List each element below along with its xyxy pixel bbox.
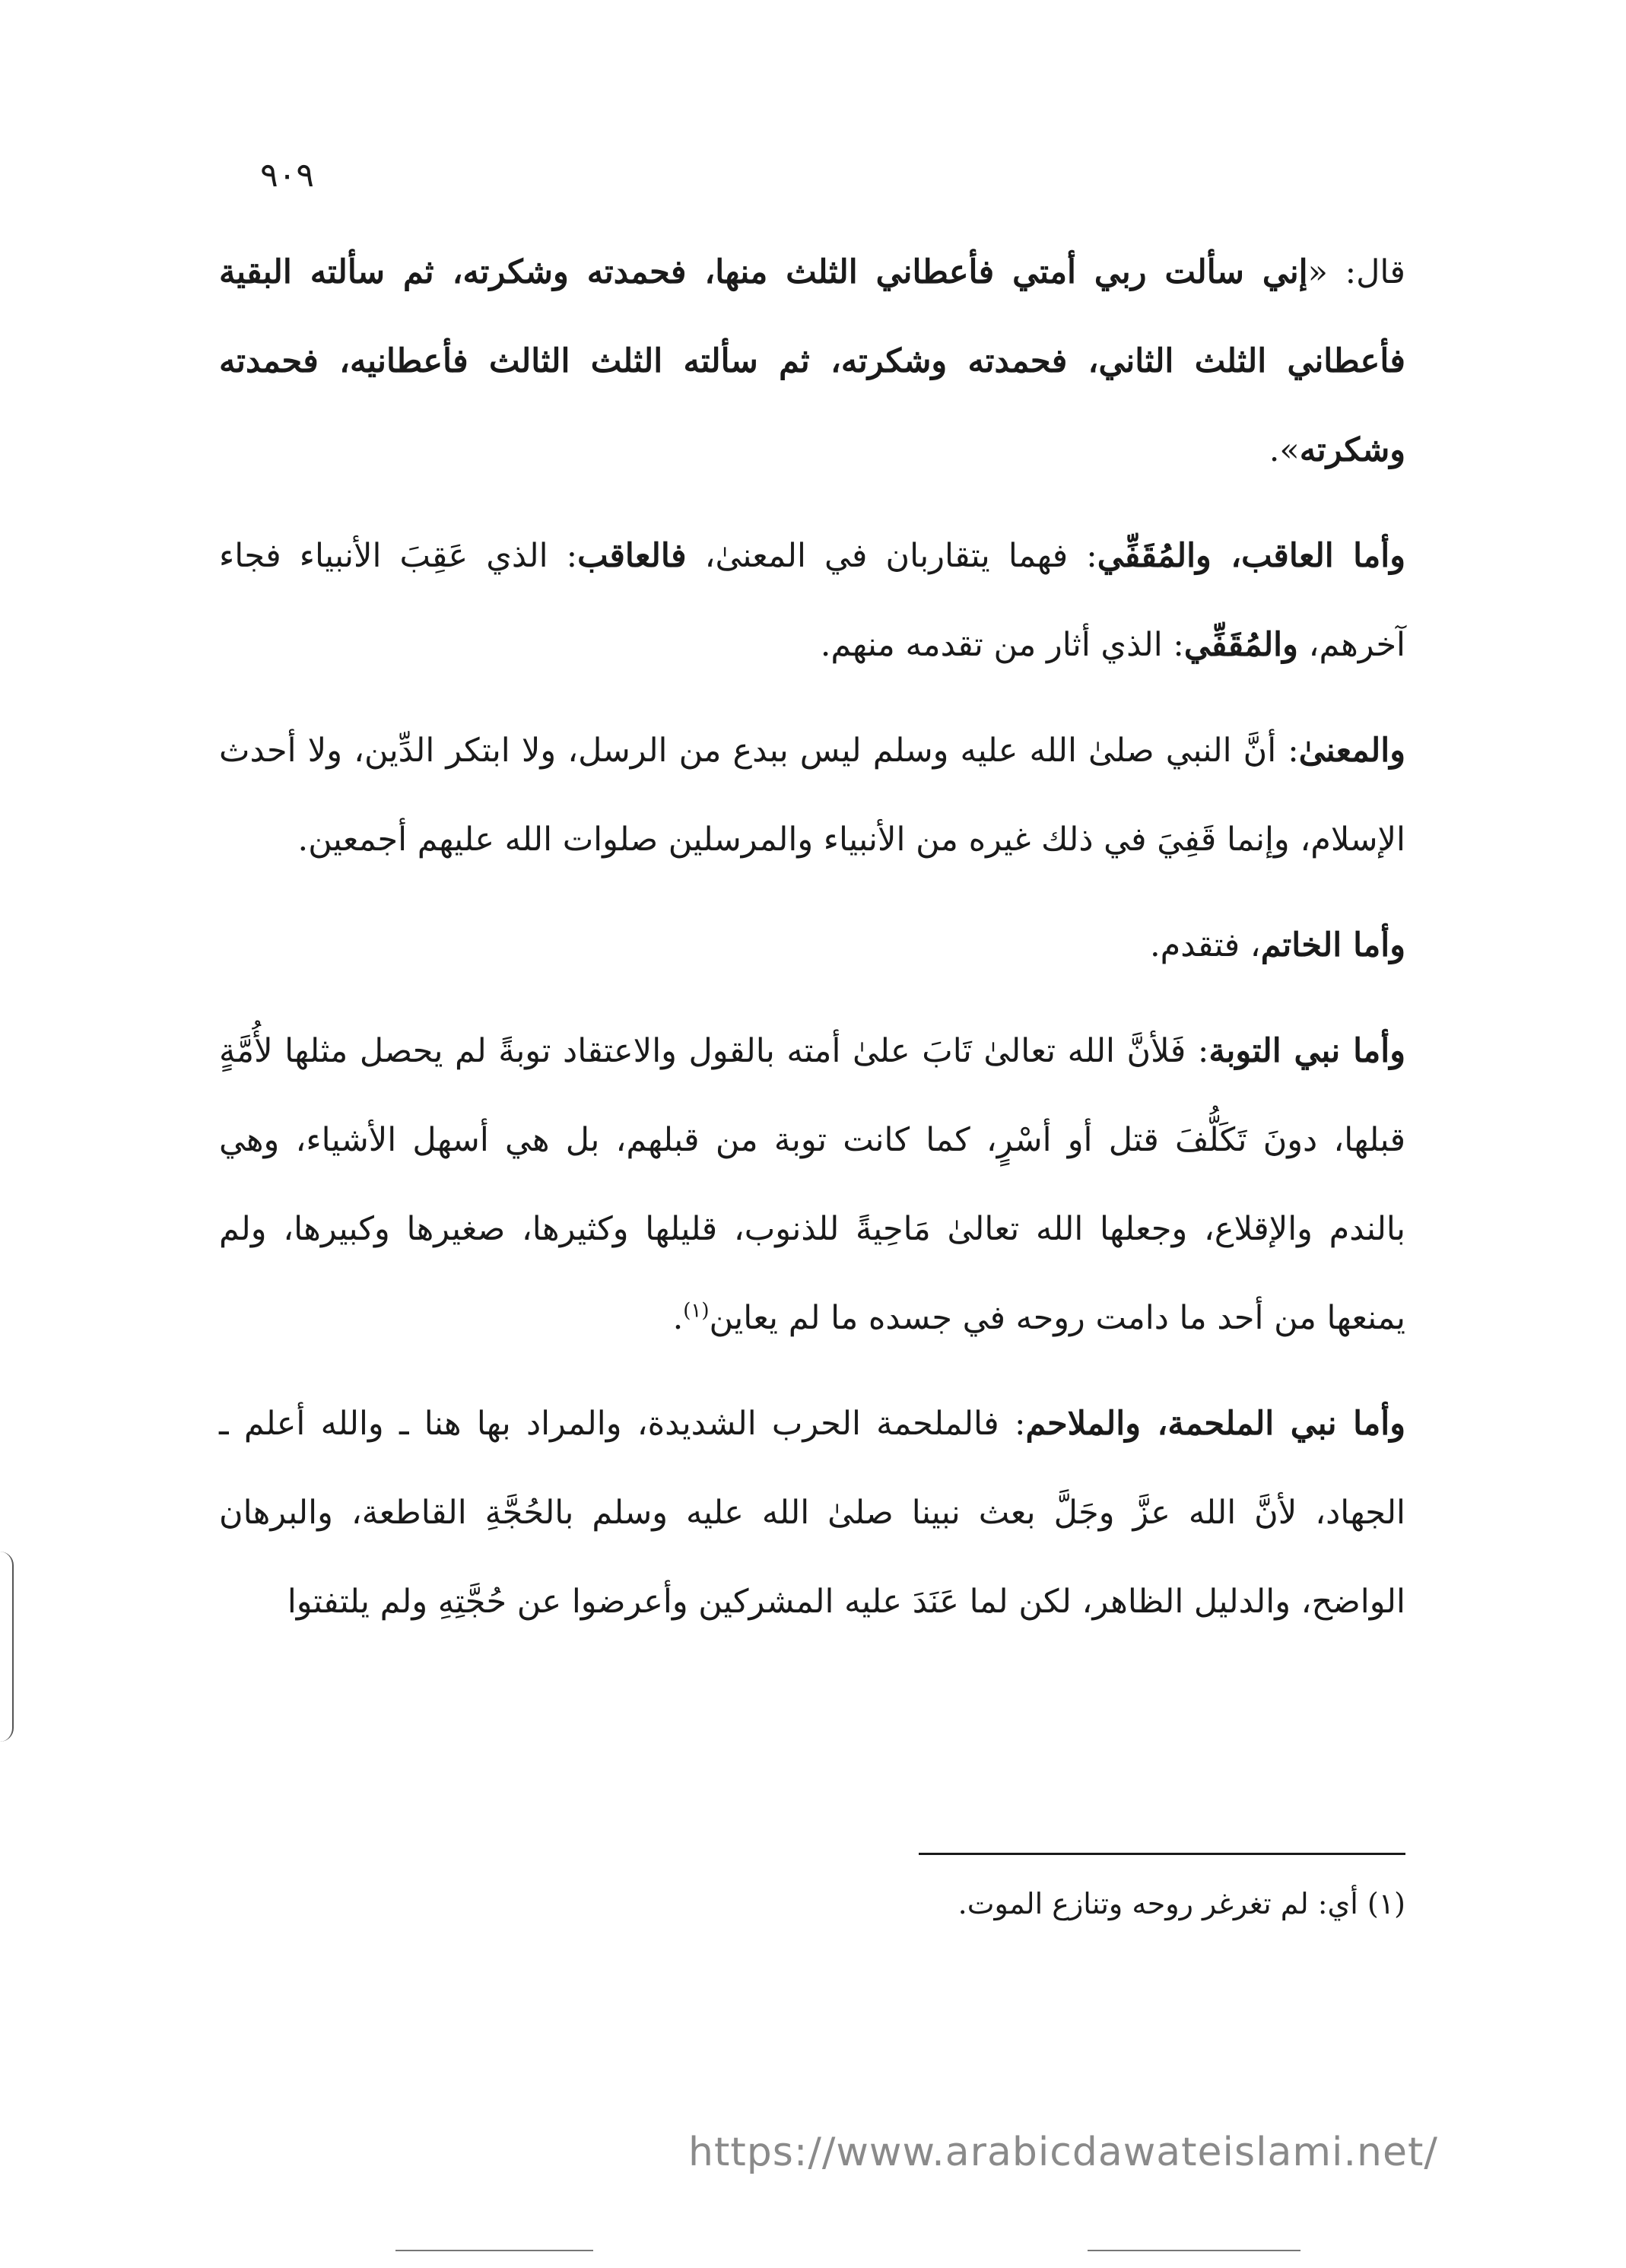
footnote: (١) أي: لم تغرغر روحه وتنازع الموت. [957,1887,1405,1920]
text-segment: : فالملحمة الحرب الشديدة، والمراد بها هنا ـ والله أعلم ـ الجهاد، لأنَّ الله عزَّ وجَلَّ بعث نبينا صلىٰ الله عليه وسلم بالحُجَّةِ القاطعة، والبرهان الواضح، والدليل الظاهر، لكن لما عَنَدَ عليه المشركين وأعرضوا عن حُجَّتِهِ ولم يلتفتوا [219,1405,1405,1621]
text-segment: : فَلأنَّ الله تعالىٰ تَابَ علىٰ أمته بالقول والاعتقاد توبةً لم يحصل مثلها لأُمَّةٍ قبلها، دونَ تَكَلُّفَ قتل أو أسْرٍ، كما كانت توبة من قبلهم، بل هي أسهل الأشياء، وهي بالندم والإقلاع، وجعلها الله تعالىٰ مَاحِيةً للذنوب، قليلها وكثيرها، صغيرها وكبيرها، ولم يمنعها من أحد ما دامت روحه في جسده ما لم يعاين [219,1032,1405,1337]
text-segment: : أنَّ النبي صلىٰ الله عليه وسلم ليس ببدع من الرسل، ولا ابتكر الدِّين، ولا أحدث الإسلام، وإنما قَفِيَ في ذلك غيره من الأنبياء والمرسلين صلوات الله عليهم أجمعين. [219,732,1405,859]
footnote-reference[interactable]: (١) [683,1299,710,1323]
paragraph-al-aqib [219,512,1405,690]
watermark-url: https://www.arabicdawateislami.net/ [688,2130,1438,2175]
text-segment: ». [1269,431,1300,469]
text-segment-bold: والمُقَفِّي [1183,626,1298,664]
scan-edge-mark [0,1552,14,1742]
text-segment: . [672,1299,684,1337]
text-segment-bold: والمعنىٰ [1298,732,1405,770]
text-segment: ، فتقدم. [1149,926,1261,964]
paragraph-nabi-al-tawba [219,1007,1405,1363]
text-segment-bold: إني سألت ربي أمتي فأعطاني الثلث منها، فحمدته وشكرته، ثم سألته البقية فأعطاني الثلث الثاني، فحمدته وشكرته، ثم سألته الثلث الثالث فأعطانيه، فحمدته وشكرته [219,253,1405,469]
text-segment-bold: وأما العاقب، والمُقَفِّي [1097,537,1405,575]
paragraph-meaning [219,707,1405,885]
text-segment: قال: « [1307,253,1405,291]
text-segment-bold: وأما الخاتم [1260,926,1405,964]
footnote-separator [919,1853,1405,1855]
page-number: ٩٠٩ [260,156,314,195]
paragraph-nabi-al-malhama [219,1380,1405,1647]
paragraph-al-khatim [219,901,1405,990]
scan-edge-line [395,2250,593,2251]
text-segment: : الذي أثار من تقدمه منهم. [820,626,1184,664]
scan-edge-line [1088,2250,1300,2251]
text-segment-bold: وأما نبي التوبة [1208,1032,1405,1070]
paragraph-hadith [219,228,1405,495]
text-segment-bold: فالعاقب [577,537,687,575]
page-body [219,228,1405,1663]
text-segment: : الذي عَقِبَ الأنبياء فجاء آخرهم، [219,537,1405,664]
text-segment: : فهما يتقاربان في المعنىٰ، [686,537,1097,575]
text-segment-bold: وأما نبي الملحمة، والملاحم [1025,1405,1405,1443]
